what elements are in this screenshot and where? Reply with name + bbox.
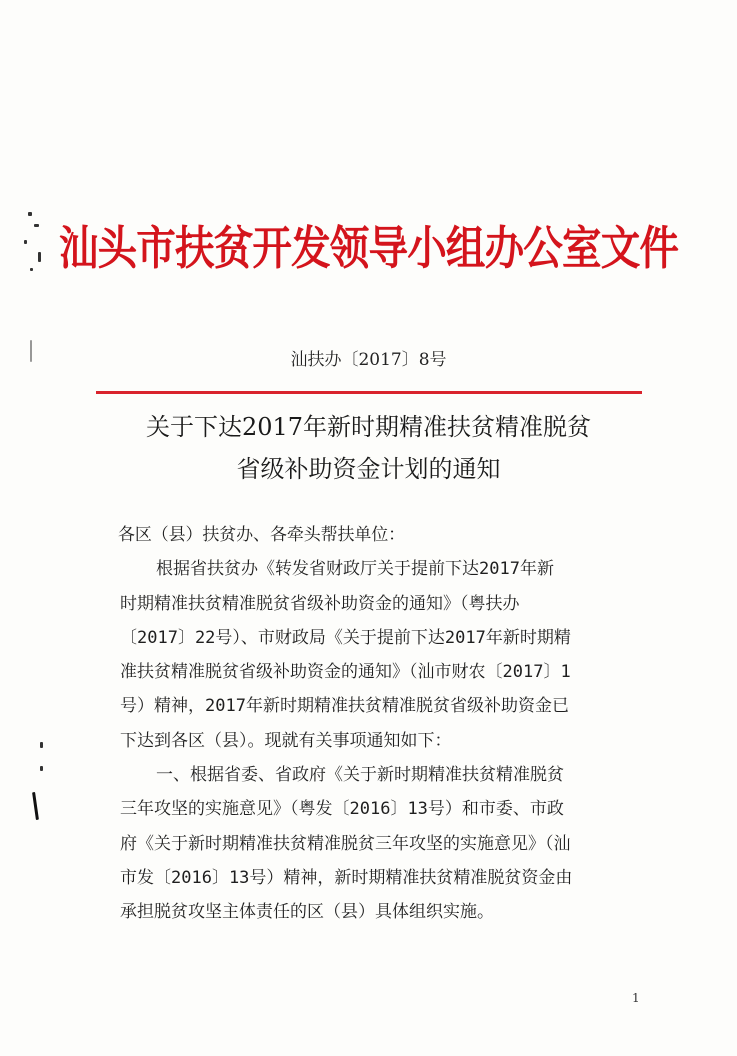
scan-mark [28,212,32,216]
page-number: 1 [632,991,640,1005]
scan-mark [38,252,41,262]
scan-mark [34,224,39,227]
body-line: 时期精准扶贫精准脱贫省级补助资金的通知》（粤扶办 [120,593,520,614]
red-divider-line [96,391,642,394]
scan-mark [40,742,43,748]
body-line: 三年攻坚的实施意见》（粤发〔2016〕13号）和市委、市政 [120,799,564,820]
subject-line-2: 省级补助资金计划的通知 [236,455,501,483]
scan-mark [40,766,43,771]
body-line: 府《关于新时期精准扶贫精准脱贫三年攻坚的实施意见》（汕 [120,833,571,854]
body-line: 下达到各区（县）。现就有关事项通知如下： [120,730,452,751]
body-line: 承担脱贫攻坚主体责任的区（县）具体组织实施。 [120,902,494,923]
scan-mark [32,792,39,820]
body-line: 准扶贫精准脱贫省级补助资金的通知》（汕市财农〔2017〕1 [120,662,571,683]
body-line: 根据省扶贫办《转发省财政厅关于提前下达2017年新 [156,559,554,580]
scan-mark [24,240,27,244]
scan-mark [30,268,33,271]
body-line: 号）精神，2017年新时期精准扶贫精准脱贫省级补助资金已 [120,696,569,717]
body-line: 〔2017〕22号）、市财政局《关于提前下达2017年新时期精 [120,627,571,648]
document-header-title: 汕头市扶贫开发领导小组办公室文件 [58,221,679,275]
body-line: 一、根据省委、省政府《关于新时期精准扶贫精准脱贫 [156,765,564,786]
salutation-line: 各区（县）扶贫办、各牵头帮扶单位： [118,525,405,545]
document-body [120,518,640,930]
document-subject [0,406,737,490]
document-number: 汕扶办〔2017〕8号 [290,350,447,370]
body-line: 市发〔2016〕13号）精神，新时期精准扶贫精准脱贫资金由 [120,867,573,888]
subject-line-1: 关于下达2017年新时期精准扶贫精准脱贫 [145,413,592,441]
